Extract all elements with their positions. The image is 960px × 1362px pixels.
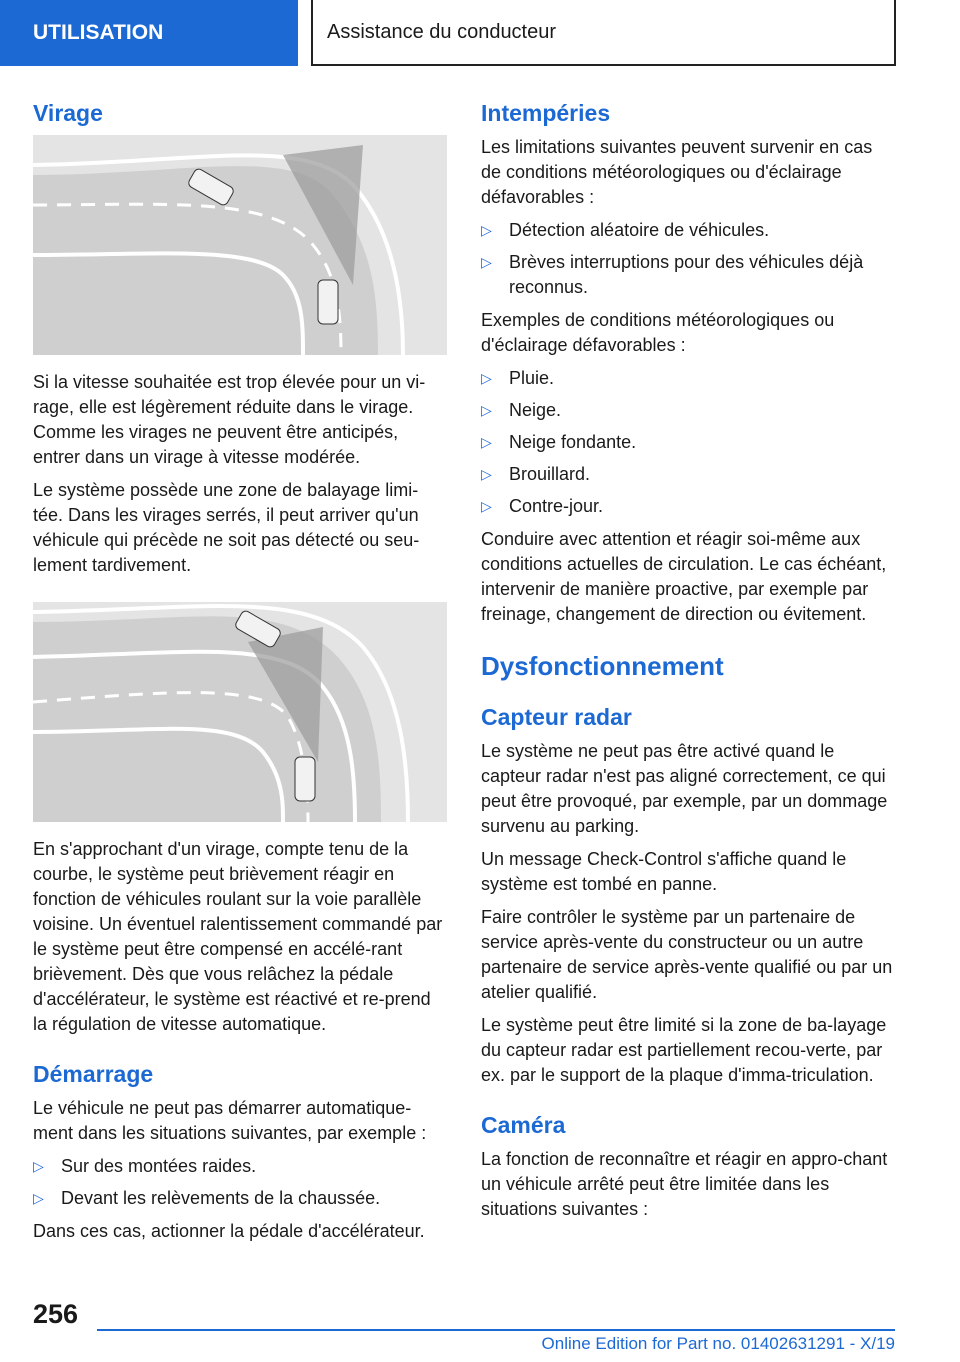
radar-paragraph-3: Faire contrôler le système par un partenaire de service après-vente du constructeur ou un autre partenaire de service après-vente qualifié ou par un atelier qualifié. [481, 907, 893, 1002]
list-item: ▷ Brouillard. [481, 462, 895, 487]
demarrage-list [33, 1154, 447, 1211]
triangle-bullet-icon: ▷ [481, 402, 492, 418]
page-title: Assistance du conducteur [327, 20, 557, 43]
triangle-bullet-icon: ▷ [481, 466, 492, 482]
list-item: ▷ Devant les relèvements de la chaussée. [33, 1186, 447, 1211]
intemperies-paragraph-3: Conduire avec attention et réagir soi-même aux conditions actuelles de circulation. Le cas échéant, intervenir de manière proactive, par exemple par freinage, changement de direction ou évitement. [481, 529, 887, 624]
intemperies-heading: Intempéries [481, 100, 611, 126]
list-item: ▷ Sur des montées raides. [33, 1154, 447, 1179]
edition-note: Online Edition for Part no. 01402631291 - X/19 [541, 1334, 895, 1353]
list-item: ▷ Pluie. [481, 366, 895, 391]
triangle-bullet-icon: ▷ [481, 370, 492, 386]
triangle-bullet-icon: ▷ [33, 1158, 44, 1174]
intemperies-paragraph-2: Exemples de conditions météorologiques ou d'éclairage défavorables : [481, 310, 835, 355]
radar-heading: Capteur radar [481, 704, 632, 730]
radar-paragraph-1: Le système ne peut pas être activé quand le capteur radar n'est pas aligné correctement, ce qui peut être provoqué, par exemple, par un dommage survenu au parking. [481, 741, 888, 836]
page-number: 256 [33, 1299, 79, 1329]
camera-heading: Caméra [481, 1112, 566, 1138]
section-label: UTILISATION [33, 21, 164, 44]
demarrage-paragraph-2: Dans ces cas, actionner la pédale d'accélérateur. [33, 1221, 425, 1241]
footer-divider [97, 1329, 895, 1331]
curve-illustration-2 [33, 602, 447, 822]
triangle-bullet-icon: ▷ [481, 434, 492, 450]
dysfonctionnement-heading: Dysfonctionnement [481, 651, 724, 681]
section-tab [0, 0, 298, 66]
virage-paragraph-1: Si la vitesse souhaitée est trop élevée pour un vi-rage, elle est légèrement réduite dans le virage. Comme les virages ne peuvent être anticipés, entrer dans un virage à vitesse modérée. [33, 372, 426, 467]
demarrage-heading: Démarrage [33, 1061, 154, 1087]
list-item: ▷ Contre-jour. [481, 494, 895, 519]
virage-heading: Virage [33, 100, 103, 126]
intemperies-list [481, 218, 895, 300]
right-column [481, 100, 895, 1230]
header-title-box [311, 0, 896, 66]
radar-paragraph-2: Un message Check-Control s'affiche quand le système est tombé en panne. [481, 849, 847, 894]
list-item: ▷ Détection aléatoire de véhicules. [481, 218, 895, 243]
intemperies-paragraph-1: Les limitations suivantes peuvent survenir en cas de conditions météorologiques ou d'éclairage défavorables : [481, 137, 873, 207]
camera-paragraph-1: La fonction de reconnaître et réagir en appro-chant un véhicule arrêté peut être limitée dans les situations suivantes : [481, 1149, 888, 1219]
list-item: ▷ Neige fondante. [481, 430, 895, 455]
demarrage-paragraph-1: Le véhicule ne peut pas démarrer automatique-ment dans les situations suivantes, par exemple : [33, 1098, 427, 1143]
virage-paragraph-3: En s'approchant d'un virage, compte tenu de la courbe, le système peut brièvement réagir en fonction de véhicules roulant sur la voie parallèle voisine. Un éventuel ralentissement commandé par le système peut être compensé en accélé-rant brièvement. Dès que vous relâchez la pédale d'accélérateur, le système est réactivé et re-prend la régulation de vitesse automatique. [33, 839, 443, 1034]
triangle-bullet-icon: ▷ [33, 1190, 44, 1206]
curve-illustration-1 [33, 135, 447, 355]
triangle-bullet-icon: ▷ [481, 498, 492, 514]
list-item: ▷ Brèves interruptions pour des véhicules déjà reconnus. [481, 252, 864, 297]
conditions-list [481, 366, 895, 519]
radar-paragraph-4: Le système peut être limité si la zone de ba-layage du capteur radar est partiellement recou-verte, par ex. par le support de la plaque d'imma-triculation. [481, 1015, 887, 1085]
list-item: ▷ Neige. [481, 398, 895, 423]
triangle-bullet-icon: ▷ [481, 254, 492, 270]
virage-paragraph-2: Le système possède une zone de balayage limi-tée. Dans les virages serrés, il peut arriver qu'un véhicule qui précède ne soit pas détecté ou seu-lement tardivement. [33, 480, 420, 575]
triangle-bullet-icon: ▷ [481, 222, 492, 238]
left-column [33, 100, 447, 1252]
